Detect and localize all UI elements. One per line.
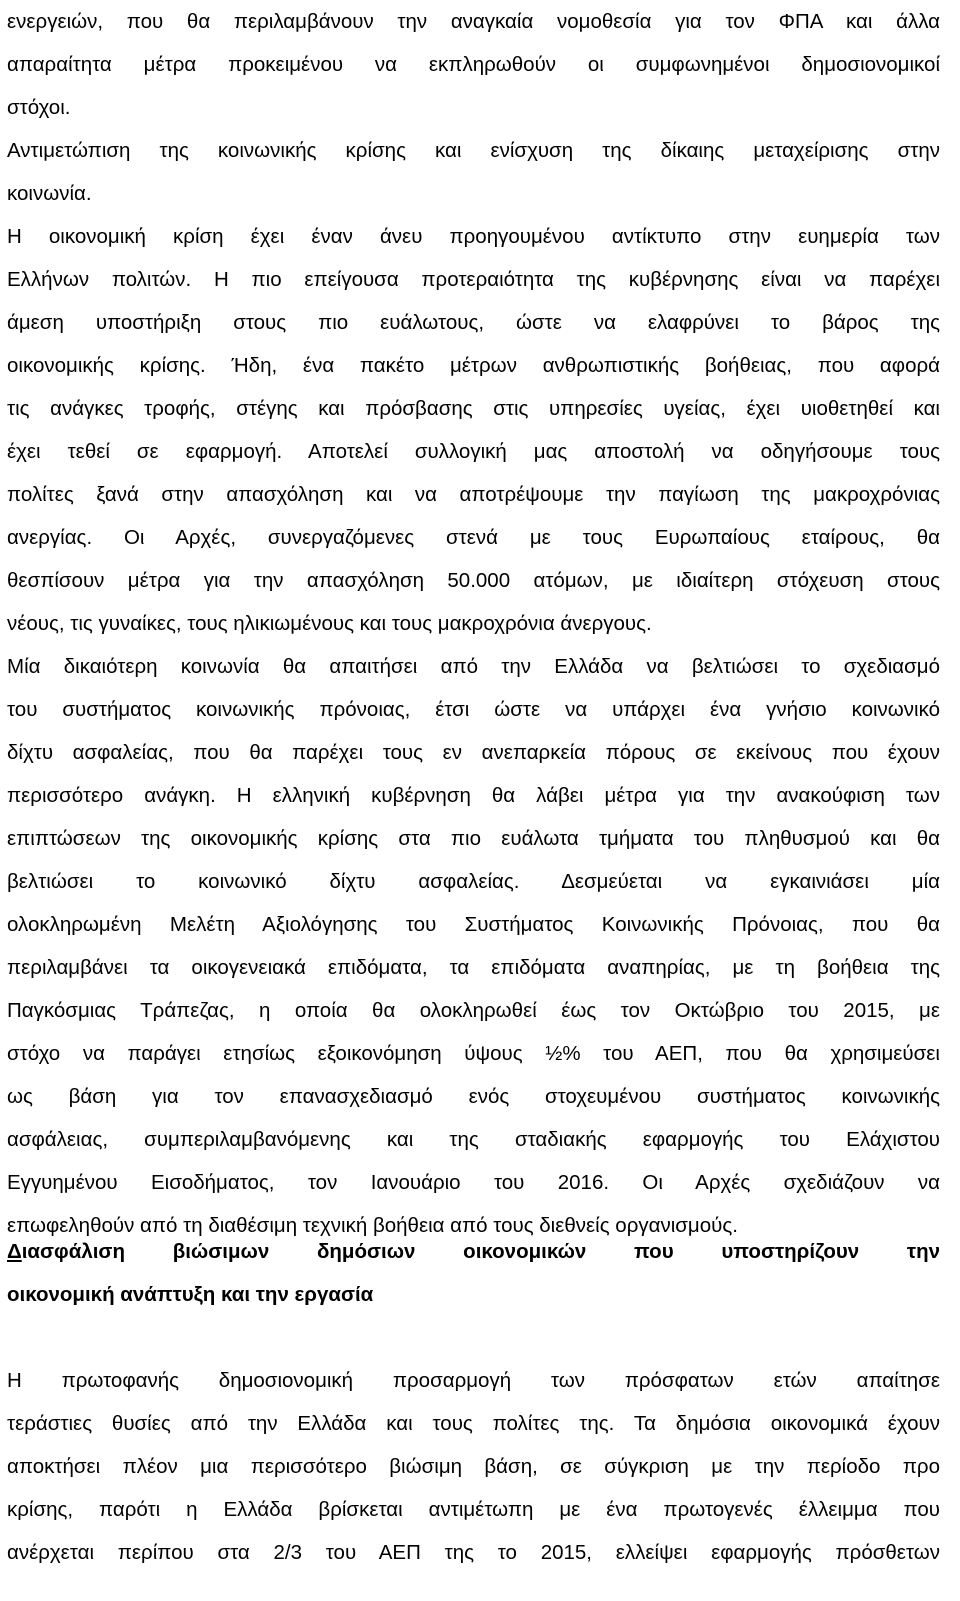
text-line: ανεργίας. Οι Αρχές, συνεργαζόμενες στενά με τους Ευρωπαίους εταίρους, θα [7, 526, 940, 549]
text-line: κοινωνία. [7, 182, 92, 205]
text-line: βελτιώσει το κοινωνικό δίχτυ ασφαλείας. Δεσμεύεται να εγκαινιάσει μία [7, 870, 940, 893]
text-line: αποκτήσει πλέον μια περισσότερο βιώσιμη βάση, σε σύγκριση με την περίοδο προ [7, 1455, 940, 1478]
text-line: ολοκληρωμένη Μελέτη Αξιολόγησης του Συστήματος Κοινωνικής Πρόνοιας, που θα [7, 913, 940, 936]
section-heading-line-1 [7, 1230, 940, 1273]
text-line: θεσπίσουν μέτρα για την απασχόληση 50.000 ατόμων, με ιδιαίτερη στόχευση στους [7, 569, 940, 592]
text-line: απαραίτητα μέτρα προκειμένου να εκπληρωθούν οι συμφωνημένοι δημοσιονομικοί [7, 53, 940, 76]
text-line: κρίσης, παρότι η Ελλάδα βρίσκεται αντιμέτωπη με ένα πρωτογενές έλλειμμα που [7, 1498, 940, 1521]
text-line: επωφεληθούν από τη διαθέσιμη τεχνική βοήθεια από τους διεθνείς οργανισμούς. [7, 1214, 738, 1237]
text-line: δίχτυ ασφαλείας, που θα παρέχει τους εν ανεπαρκεία πόρους σε εκείνους που έχουν [7, 741, 940, 764]
text-line: επιπτώσεων της οικονομικής κρίσης στα πιο ευάλωτα τμήματα του πληθυσμού και θα [7, 827, 940, 850]
text-line: περισσότερο ανάγκη. Η ελληνική κυβέρνηση θα λάβει μέτρα για την ανακούφιση των [7, 784, 940, 807]
text-line: Εγγυημένου Εισοδήματος, τον Ιανουάριο του 2016. Οι Αρχές σχεδιάζουν να [7, 1171, 940, 1194]
text-line: ανέρχεται περίπου στα 2/3 του ΑΕΠ της το 2015, ελλείψει εφαρμογής πρόσθετων [7, 1541, 940, 1564]
text-line: ασφάλειας, συμπεριλαμβανόμενης και της σταδιακής εφαρμογής του Ελάχιστου [7, 1128, 940, 1151]
text-line: στόχοι. [7, 96, 71, 119]
text-line: πολίτες ξανά στην απασχόληση και να αποτρέψουμε την παγίωση της μακροχρόνιας [7, 483, 940, 506]
text-line: τις ανάγκες τροφής, στέγης και πρόσβασης στις υπηρεσίες υγείας, έχει υιοθετηθεί και [7, 397, 940, 420]
text-line: τεράστιες θυσίες από την Ελλάδα και τους πολίτες της. Τα δημόσια οικονομικά έχουν [7, 1412, 940, 1435]
text-line: ως βάση για τον επανασχεδιασμό ενός στοχευμένου συστήματος κοινωνικής [7, 1085, 940, 1108]
text-line: Παγκόσμιας Τράπεζας, η οποία θα ολοκληρωθεί έως τον Οκτώβριο του 2015, με [7, 999, 940, 1022]
text-line: Μία δικαιότερη κοινωνία θα απαιτήσει από την Ελλάδα να βελτιώσει το σχεδιασμό [7, 655, 940, 678]
text-line: Η πρωτοφανής δημοσιονομική προσαρμογή των πρόσφατων ετών απαίτησε [7, 1369, 940, 1392]
heading-first-letter: Δ [7, 1240, 22, 1263]
text-line: του συστήματος κοινωνικής πρόνοιας, έτσι ώστε να υπάρχει ένα γνήσιο κοινωνικό [7, 698, 940, 721]
text-line: οικονομικής κρίσης. Ήδη, ένα πακέτο μέτρων ανθρωπιστικής βοήθειας, που αφορά [7, 354, 940, 377]
text-line: ενεργειών, που θα περιλαμβάνουν την αναγκαία νομοθεσία για τον ΦΠΑ και άλλα [7, 10, 940, 33]
text-line: έχει τεθεί σε εφαρμογή. Αποτελεί συλλογική μας αποστολή να οδηγήσουμε τους [7, 440, 940, 463]
text-line: περιλαμβάνει τα οικογενειακά επιδόματα, τα επιδόματα αναπηρίας, με τη βοήθεια της [7, 956, 940, 979]
section-heading-line-2: οικονομική ανάπτυξη και την εργασία [7, 1283, 374, 1306]
heading-line-1-text: ιασφάλιση βιώσιμων δημόσιων οικονομικών που υποστηρίζουν την [21, 1240, 940, 1263]
text-line: Αντιμετώπιση της κοινωνικής κρίσης και ενίσχυση της δίκαιης μεταχείρισης στην [7, 139, 940, 162]
text-line: νέους, τις γυναίκες, τους ηλικιωμένους και τους μακροχρόνια άνεργους. [7, 612, 652, 635]
text-line: άμεση υποστήριξη στους πιο ευάλωτους, ώστε να ελαφρύνει το βάρος της [7, 311, 940, 334]
text-line: Η οικονομική κρίση έχει έναν άνευ προηγουμένου αντίκτυπο στην ευημερία των [7, 225, 940, 248]
text-line: στόχο να παράγει ετησίως εξοικονόμηση ύψους ½% του ΑΕΠ, που θα χρησιμεύσει [7, 1042, 940, 1065]
text-line: Ελλήνων πολιτών. Η πιο επείγουσα προτεραιότητα της κυβέρνησης είναι να παρέχει [7, 268, 940, 291]
